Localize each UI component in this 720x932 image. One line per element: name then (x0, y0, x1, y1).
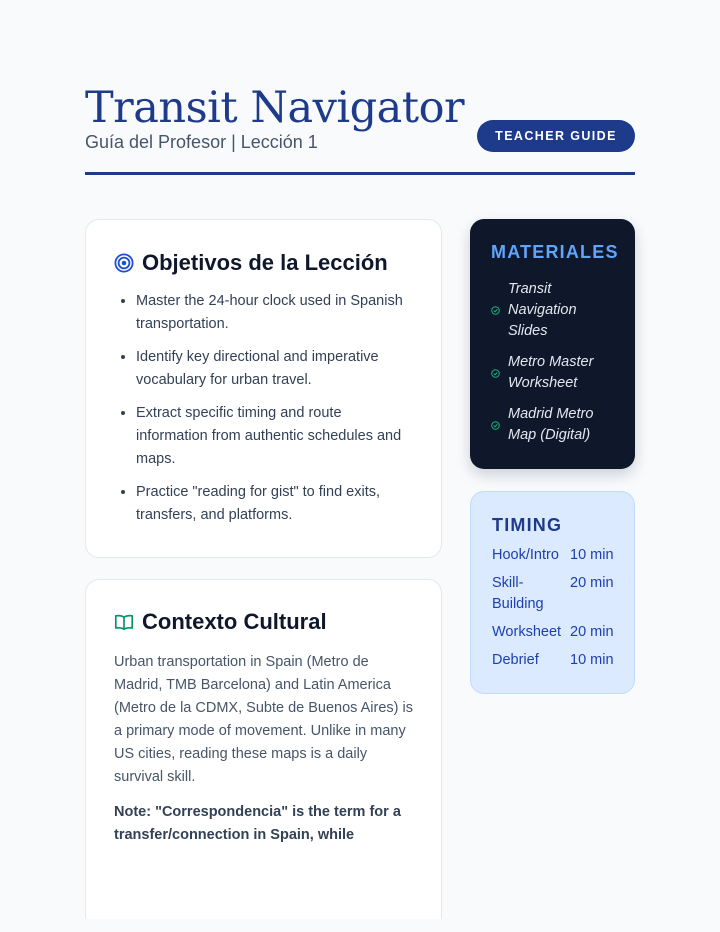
context-paragraph: Urban transportation in Spain (Metro de Madrid, TMB Barcelona) and Latin America (Metro de la CDMX, Subte de Buenos Aires) is a primary mode of movement. Unlike in many US cities, reading these maps is a daily survival skill. (114, 654, 413, 785)
table-row (492, 573, 620, 622)
check-circle-icon (491, 306, 500, 315)
list-item (491, 404, 615, 446)
page-title: Transit Navigator (85, 83, 465, 133)
materials-panel (470, 219, 635, 469)
timing-label: Skill-Building (492, 575, 544, 612)
context-note: Note: "Correspondencia" is the term for a transfer/connection in Spain, while (114, 804, 401, 843)
objectives-heading (114, 250, 413, 276)
timing-label: Hook/Intro (492, 547, 559, 563)
timing-value: 20 min (570, 624, 614, 640)
list-item: • Practice "reading for gist" to find exits, transfers, and platforms. (136, 481, 413, 527)
check-circle-icon (491, 369, 500, 378)
material-label: Metro Master Worksheet (508, 354, 594, 391)
objectives-list (114, 290, 413, 527)
teacher-guide-badge: TEACHER GUIDE (477, 120, 635, 152)
timing-value: 10 min (570, 547, 614, 563)
table-row (492, 650, 620, 678)
timing-value: 10 min (570, 652, 614, 668)
list-item: • Identify key directional and imperative vocabulary for urban travel. (136, 346, 413, 392)
timing-label: Worksheet (492, 624, 562, 640)
open-book-icon (114, 612, 134, 632)
timing-table (492, 545, 620, 678)
timing-value: 20 min (570, 575, 614, 591)
list-item (491, 279, 615, 342)
timing-panel (470, 491, 635, 694)
header-divider (85, 172, 635, 175)
objectives-title: Objetivos de la Lección (142, 250, 388, 275)
materials-list (491, 279, 615, 446)
material-label: Transit Navigation Slides (508, 281, 577, 339)
page-subtitle: Guía del Profesor | Lección 1 (85, 132, 318, 152)
list-item (491, 352, 615, 394)
objectives-card (85, 219, 442, 558)
check-circle-icon (491, 421, 500, 430)
list-item: • Extract specific timing and route information from authentic schedules and maps. (136, 402, 413, 471)
materials-title: MATERIALES (491, 242, 619, 262)
context-heading (114, 609, 413, 635)
table-row (492, 545, 620, 573)
timing-label: Debrief (492, 652, 539, 668)
context-title: Contexto Cultural (142, 609, 327, 634)
page-header (85, 84, 635, 153)
target-icon (114, 253, 134, 273)
table-row (492, 622, 620, 650)
material-label: Madrid Metro Map (Digital) (508, 406, 594, 443)
cultural-context-card (85, 579, 442, 919)
list-item: • Master the 24-hour clock used in Spanish transportation. (136, 290, 413, 336)
timing-title: TIMING (492, 515, 563, 535)
